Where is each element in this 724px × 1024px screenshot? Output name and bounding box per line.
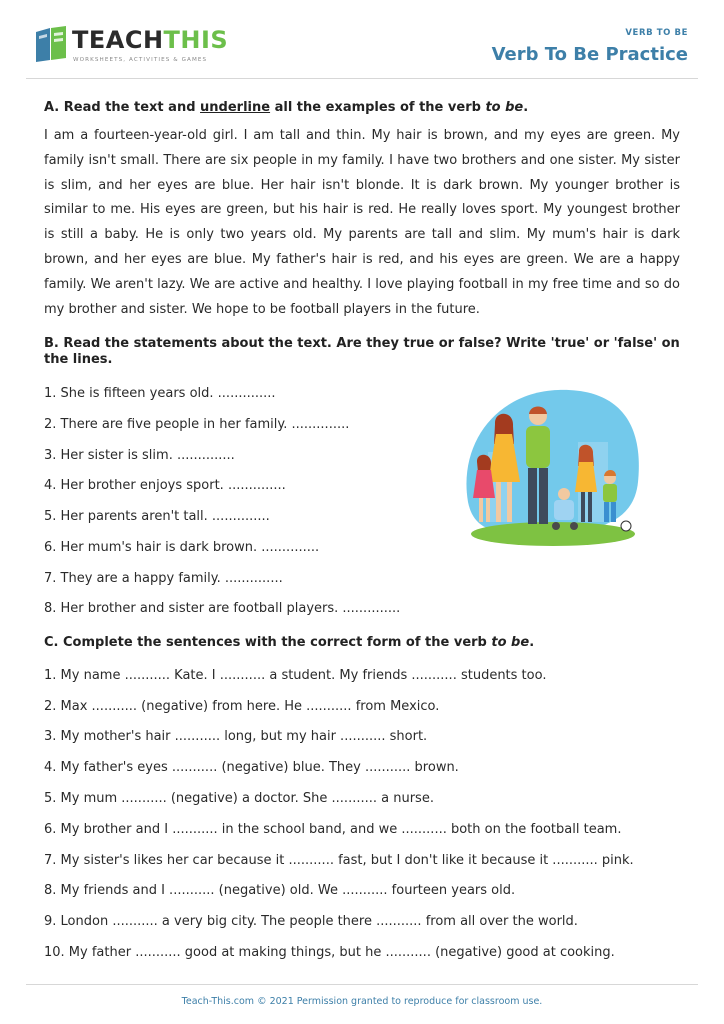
brand-tagline: WORKSHEETS, ACTIVITIES & GAMES <box>73 57 208 63</box>
section-c-list <box>44 661 680 969</box>
statement-item: 6. Her mum's hair is dark brown. .............. <box>44 539 320 555</box>
sentence-item: 5. My mum ........... (negative) a doctor. She ........... a nurse. <box>44 791 434 807</box>
statement-item: 1. She is fifteen years old. .............. <box>44 386 276 402</box>
worksheet-heading <box>492 28 688 65</box>
book-logo-icon <box>34 24 70 64</box>
family-illustration <box>458 382 644 552</box>
statement-item: 5. Her parents aren't tall. .............. <box>44 509 270 525</box>
footer-divider <box>26 984 698 985</box>
section-c-heading: C. Complete the sentences with the correct form of the verb to be. <box>44 634 535 650</box>
worksheet-kicker: VERB TO BE <box>625 28 688 38</box>
statement-item: 3. Her sister is slim. .............. <box>44 447 235 463</box>
footer-copyright[interactable]: Teach-This.com © 2021 Permission granted to reproduce for classroom use. <box>181 996 543 1007</box>
page-header <box>0 0 724 80</box>
statement-item: 7. They are a happy family. .............. <box>44 570 283 586</box>
statement-item: 8. Her brother and sister are football players. .............. <box>44 601 401 617</box>
sentence-item: 3. My mother's hair ........... long, but my hair ........... short. <box>44 729 428 745</box>
sentence-item: 10. My father ........... good at making things, but he ........... (negative) good at cooking. <box>44 945 615 961</box>
section-b-heading: B. Read the statements about the text. Are they true or false? Write 'true' or 'false' on the lines. <box>44 336 680 368</box>
sentence-item: 9. London ........... a very big city. The people there ........... from all over the world. <box>44 914 578 930</box>
header-divider <box>26 78 698 79</box>
sentence-item: 8. My friends and I ........... (negative) old. We ........... fourteen years old. <box>44 883 516 899</box>
sentence-item: 1. My name ........... Kate. I ........... a student. My friends ........... students too. <box>44 667 547 683</box>
worksheet-title: Verb To Be Practice <box>491 44 688 65</box>
sentence-item: 4. My father's eyes ........... (negative) blue. They ........... brown. <box>44 760 459 776</box>
sentence-item: 6. My brother and I ........... in the school band, and we ........... both on the football team. <box>44 821 622 837</box>
section-a-reading-text: I am a fourteen-year-old girl. I am tall and thin. My hair is brown, and my eyes are green. My family isn't small. There are six people in my family. I have two brothers and one sister. My sister is slim, and her eyes are blue. Her hair isn't blonde. It is dark brown. My younger brother is similar to me. His eyes are green, but his hair is red. He really loves sport. My youngest brother is still a baby. He is only two years old. My parents are tall and slim. My mum's hair is dark brown, and her eyes are blue. My father's hair is red, and his eyes are green. We are a happy family. We aren't lazy. We are active and healthy. I love playing football in my free time and so do my brother and sister. We hope to be football players in the future. <box>44 128 680 317</box>
brand-logo[interactable] <box>34 22 229 70</box>
sentence-item: 2. Max ........... (negative) from here. He ........... from Mexico. <box>44 698 440 714</box>
sentence-item: 7. My sister's likes her car because it ........... fast, but I don't like it because it ........... pink. <box>44 852 634 868</box>
section-a-heading: A. Read the text and underline all the examples of the verb to be. <box>44 100 529 115</box>
statement-item: 2. There are five people in her family. .............. <box>44 417 350 433</box>
brand-name: TEACHTHIS <box>72 26 229 54</box>
statement-item: 4. Her brother enjoys sport. .............. <box>44 478 286 494</box>
